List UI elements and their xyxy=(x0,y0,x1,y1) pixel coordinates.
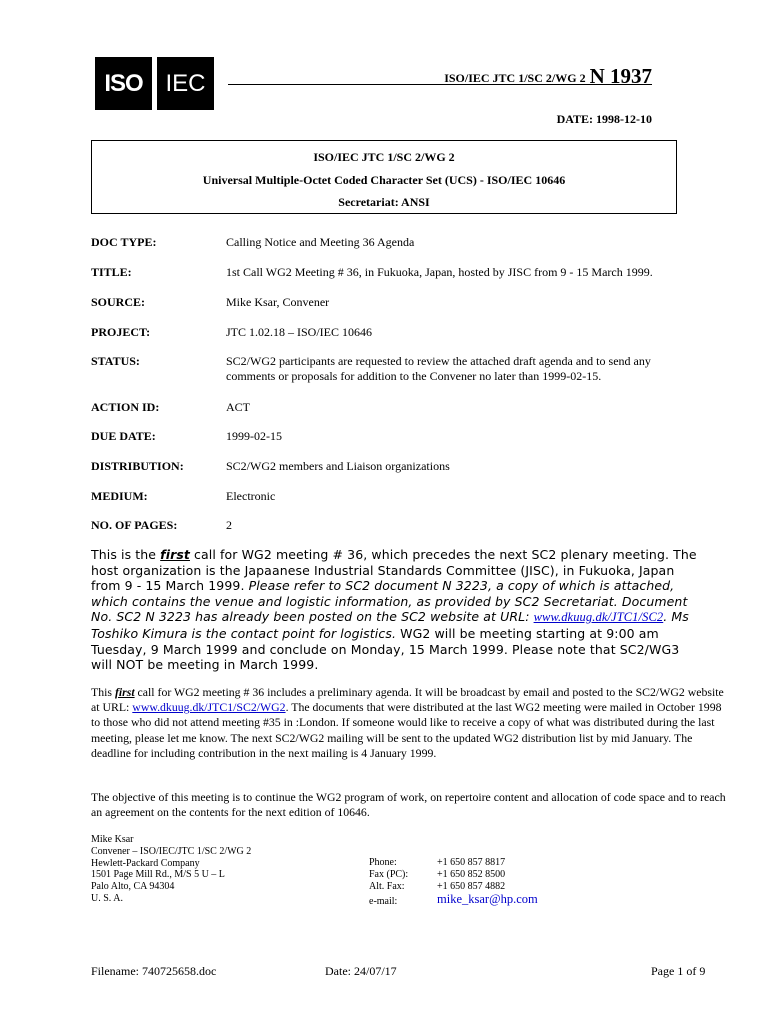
fax-label: Fax (PC): xyxy=(369,868,409,880)
alt-fax-value: +1 650 857 4882 xyxy=(437,880,506,892)
meta-value-doc-type: Calling Notice and Meeting 36 Agenda xyxy=(226,235,415,249)
contact-city: Palo Alto, CA 94304 xyxy=(91,881,175,893)
p1-text-b: call for WG2 meeting # 36, which precedes the next SC2 plenary meeting. The host organization is the Japaanese Industrial Standards Committee (JISC), in Fukuoka, Japan from 9 - 15 March 1999. xyxy=(91,547,697,594)
meta-value-medium: Electronic xyxy=(226,489,276,503)
status-line-2: comments or proposals for addition to the Convener no later than 1999-02-15. xyxy=(226,369,602,383)
meta-value-due-date: 1999-02-15 xyxy=(226,429,282,443)
meta-label-title: TITLE: xyxy=(91,265,132,279)
meta-label-doc-type: DOC TYPE: xyxy=(91,235,157,249)
wg2-website-link[interactable]: www.dkuug.dk/JTC1/SC2/WG2 xyxy=(132,700,286,715)
contact-name: Mike Ksar xyxy=(91,834,134,845)
meta-label-pages: NO. OF PAGES: xyxy=(91,518,178,532)
meta-value-title: 1st Call WG2 Meeting # 36, in Fukuoka, Japan, hosted by JISC from 9 - 15 March 1999. xyxy=(226,265,653,279)
p2-text-b: call for WG2 meeting # 36 includes a preliminary agenda. It will be broadcast by email and posted to the SC2/WG2 website at URL: xyxy=(91,685,724,715)
iso-logo xyxy=(95,57,152,110)
document-date: DATE: 1998-12-10 xyxy=(556,112,652,126)
meta-value-project: JTC 1.02.18 – ISO/IEC 10646 xyxy=(226,325,373,339)
p1-text-d: . Ms Toshiko Kimura is the contact point for logistics. xyxy=(91,609,689,641)
meta-value-action-id: ACT xyxy=(226,400,250,414)
sc2-website-link[interactable]: www.dkuug.dk/JTC1/SC2 xyxy=(533,610,664,625)
intro-paragraph xyxy=(91,547,701,673)
meta-label-distribution: DISTRIBUTION: xyxy=(91,459,184,473)
meta-value-pages: 2 xyxy=(226,518,232,532)
p2-first-emphasis: first xyxy=(114,685,135,699)
p1-first-emphasis: first xyxy=(160,547,190,562)
contact-company: Hewlett-Packard Company xyxy=(91,857,200,869)
contact-phone-values xyxy=(437,857,505,892)
iec-logo xyxy=(157,57,214,110)
p2-text-a: This xyxy=(91,685,115,699)
contact-street: 1501 Page Mill Rd., M/S 5 U – L xyxy=(91,869,225,881)
fax-value: +1 650 852 8500 xyxy=(437,868,506,880)
contact-address xyxy=(91,834,251,905)
agenda-paragraph xyxy=(91,685,731,761)
committee-name: ISO/IEC JTC 1/SC 2/WG 2 xyxy=(444,71,586,85)
meta-value-distribution: SC2/WG2 members and Liaison organizations xyxy=(226,459,450,473)
committee-banner xyxy=(91,140,677,214)
phone-label: Phone: xyxy=(369,857,397,868)
iso-logo-text: ISO xyxy=(104,69,143,97)
iec-logo-text: IEC xyxy=(165,69,206,97)
p1-text-c: Please refer to SC2 document N 3223, a copy of which is attached, which contains the venue and logistic information, as provided by SC2 Secretariat. Document No. SC2 N 3223 has already been posted on the SC2 website at URL: xyxy=(91,578,688,625)
meta-label-source: SOURCE: xyxy=(91,295,146,309)
email-label: e-mail: xyxy=(369,896,398,907)
meta-label-status: STATUS: xyxy=(91,354,140,368)
status-line-1: SC2/WG2 participants are requested to review the attached draft agenda and to send any xyxy=(226,354,651,368)
p1-text-a: This is the xyxy=(91,547,161,562)
banner-line-1: ISO/IEC JTC 1/SC 2/WG 2 xyxy=(313,150,455,164)
email-link[interactable]: mike_ksar@hp.com xyxy=(437,892,538,906)
banner-line-3: Secretariat: ANSI xyxy=(338,195,430,209)
meta-value-status xyxy=(226,354,696,384)
objective-paragraph: The objective of this meeting is to continue the WG2 program of work, on repertoire content and allocation of code space and to reach an agreement on the contents for the next edition of 10646. xyxy=(91,790,726,820)
contact-country: U. S. A. xyxy=(91,892,123,904)
banner-line-2: Universal Multiple-Octet Coded Character Set (UCS) - ISO/IEC 10646 xyxy=(202,173,566,187)
p2-text-c: . The documents that were distributed at the last WG2 meeting were mailed in October 1998 to those who did not attend meeting #35 in :London. If someone would like to receive a copy of what was distributed during the last meeting, please let me know. The next SC2/WG2 mailing will be sent to the updated WG2 distribution list by mid January. The deadline for including contribution in the next mailing is 4 January 1999. xyxy=(91,700,722,760)
meta-label-medium: MEDIUM: xyxy=(91,489,148,503)
document-number: N 1937 xyxy=(589,64,652,88)
footer-date: Date: 24/07/17 xyxy=(325,964,397,978)
footer-filename: Filename: 740725658.doc xyxy=(91,964,217,978)
p1-text-e: WG2 will be meeting starting at 9:00 am Tuesday, 9 March 1999 and conclude on Monday, 15 March 1999. Please note that SC2/WG3 will NOT be meeting in March 1999. xyxy=(91,625,680,673)
meta-label-action-id: ACTION ID: xyxy=(91,400,160,414)
meta-label-project: PROJECT: xyxy=(91,325,151,339)
contact-role: Convener – ISO/IEC/JTC 1/SC 2/WG 2 xyxy=(91,845,252,857)
meta-label-due-date: DUE DATE: xyxy=(91,429,156,443)
alt-fax-label: Alt. Fax: xyxy=(369,880,405,892)
contact-phone-labels xyxy=(369,857,408,892)
meta-value-source: Mike Ksar, Convener xyxy=(226,295,330,309)
footer-page-number: Page 1 of 9 xyxy=(651,964,706,978)
header-committee xyxy=(400,64,652,90)
phone-value: +1 650 857 8817 xyxy=(437,857,506,868)
